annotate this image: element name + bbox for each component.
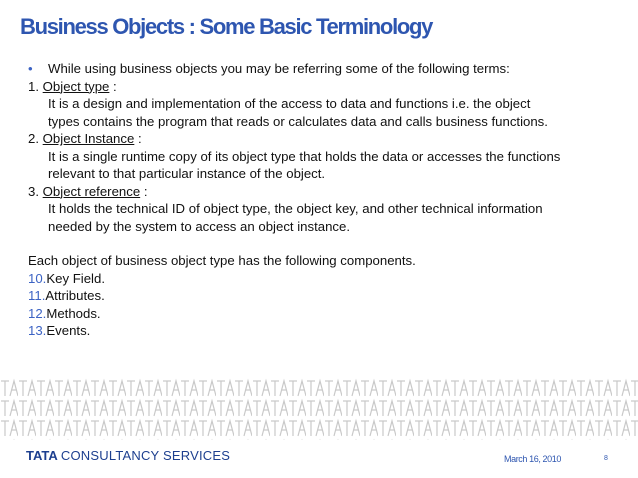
component-item xyxy=(28,287,628,305)
bullet-icon: • xyxy=(28,61,33,76)
term-description-line: It is a design and implementation of the access to data and functions i.e. the object xyxy=(48,96,531,111)
logo-brand: TATA xyxy=(26,448,58,463)
term-description-line: It holds the technical ID of object type, the object key, and other technical information xyxy=(48,201,543,216)
term-number: 3. xyxy=(28,183,39,199)
component-item xyxy=(28,322,628,340)
logo-tail: CONSULTANCY SERVICES xyxy=(60,448,231,463)
component-number: 11. xyxy=(28,288,46,303)
component-item xyxy=(28,305,628,323)
component-number: 12. xyxy=(28,305,47,321)
term-description-line: needed by the system to access an object instance. xyxy=(48,218,351,234)
company-logo xyxy=(26,448,230,463)
term-number: 1. xyxy=(28,78,39,94)
component-label: Attributes. xyxy=(45,288,105,303)
term-suffix: : xyxy=(134,131,142,146)
intro-text: While using business objects you may be referring some of the following terms: xyxy=(48,61,510,76)
intro-line xyxy=(28,60,628,78)
component-item xyxy=(28,270,628,288)
term-name-object-instance: Object Instance xyxy=(42,131,135,146)
term-heading-2 xyxy=(28,130,628,148)
component-label: Events. xyxy=(46,323,91,338)
term-suffix: : xyxy=(109,78,117,94)
components-intro: Each object of business object type has the following components. xyxy=(28,253,416,268)
term-description-line: It is a single runtime copy of its object type that holds the data or accesses the functions xyxy=(48,148,561,164)
component-number: 10. xyxy=(28,270,47,286)
slide-body xyxy=(28,60,628,340)
pattern-fill xyxy=(0,378,638,440)
term-name-object-reference: Object reference xyxy=(42,183,141,199)
term-description-line: types contains the program that reads or calculates data and calls business functions. xyxy=(48,113,548,129)
term-name-object-type: Object type xyxy=(42,78,110,94)
term-heading-3 xyxy=(28,183,628,201)
spacer xyxy=(28,235,628,252)
component-number: 13. xyxy=(28,323,47,338)
term-number: 2. xyxy=(28,131,39,146)
component-label: Methods. xyxy=(46,305,101,321)
tata-pattern-band xyxy=(0,378,638,440)
term-suffix: : xyxy=(140,183,148,199)
term-description-line: relevant to that particular instance of the object. xyxy=(48,166,326,181)
page-number: 8 xyxy=(604,455,608,462)
component-label: Key Field. xyxy=(46,270,105,286)
slide-title: Business Objects : Some Basic Terminology xyxy=(20,14,433,39)
term-heading-1 xyxy=(28,78,628,96)
slide-date: March 16, 2010 xyxy=(504,454,561,464)
